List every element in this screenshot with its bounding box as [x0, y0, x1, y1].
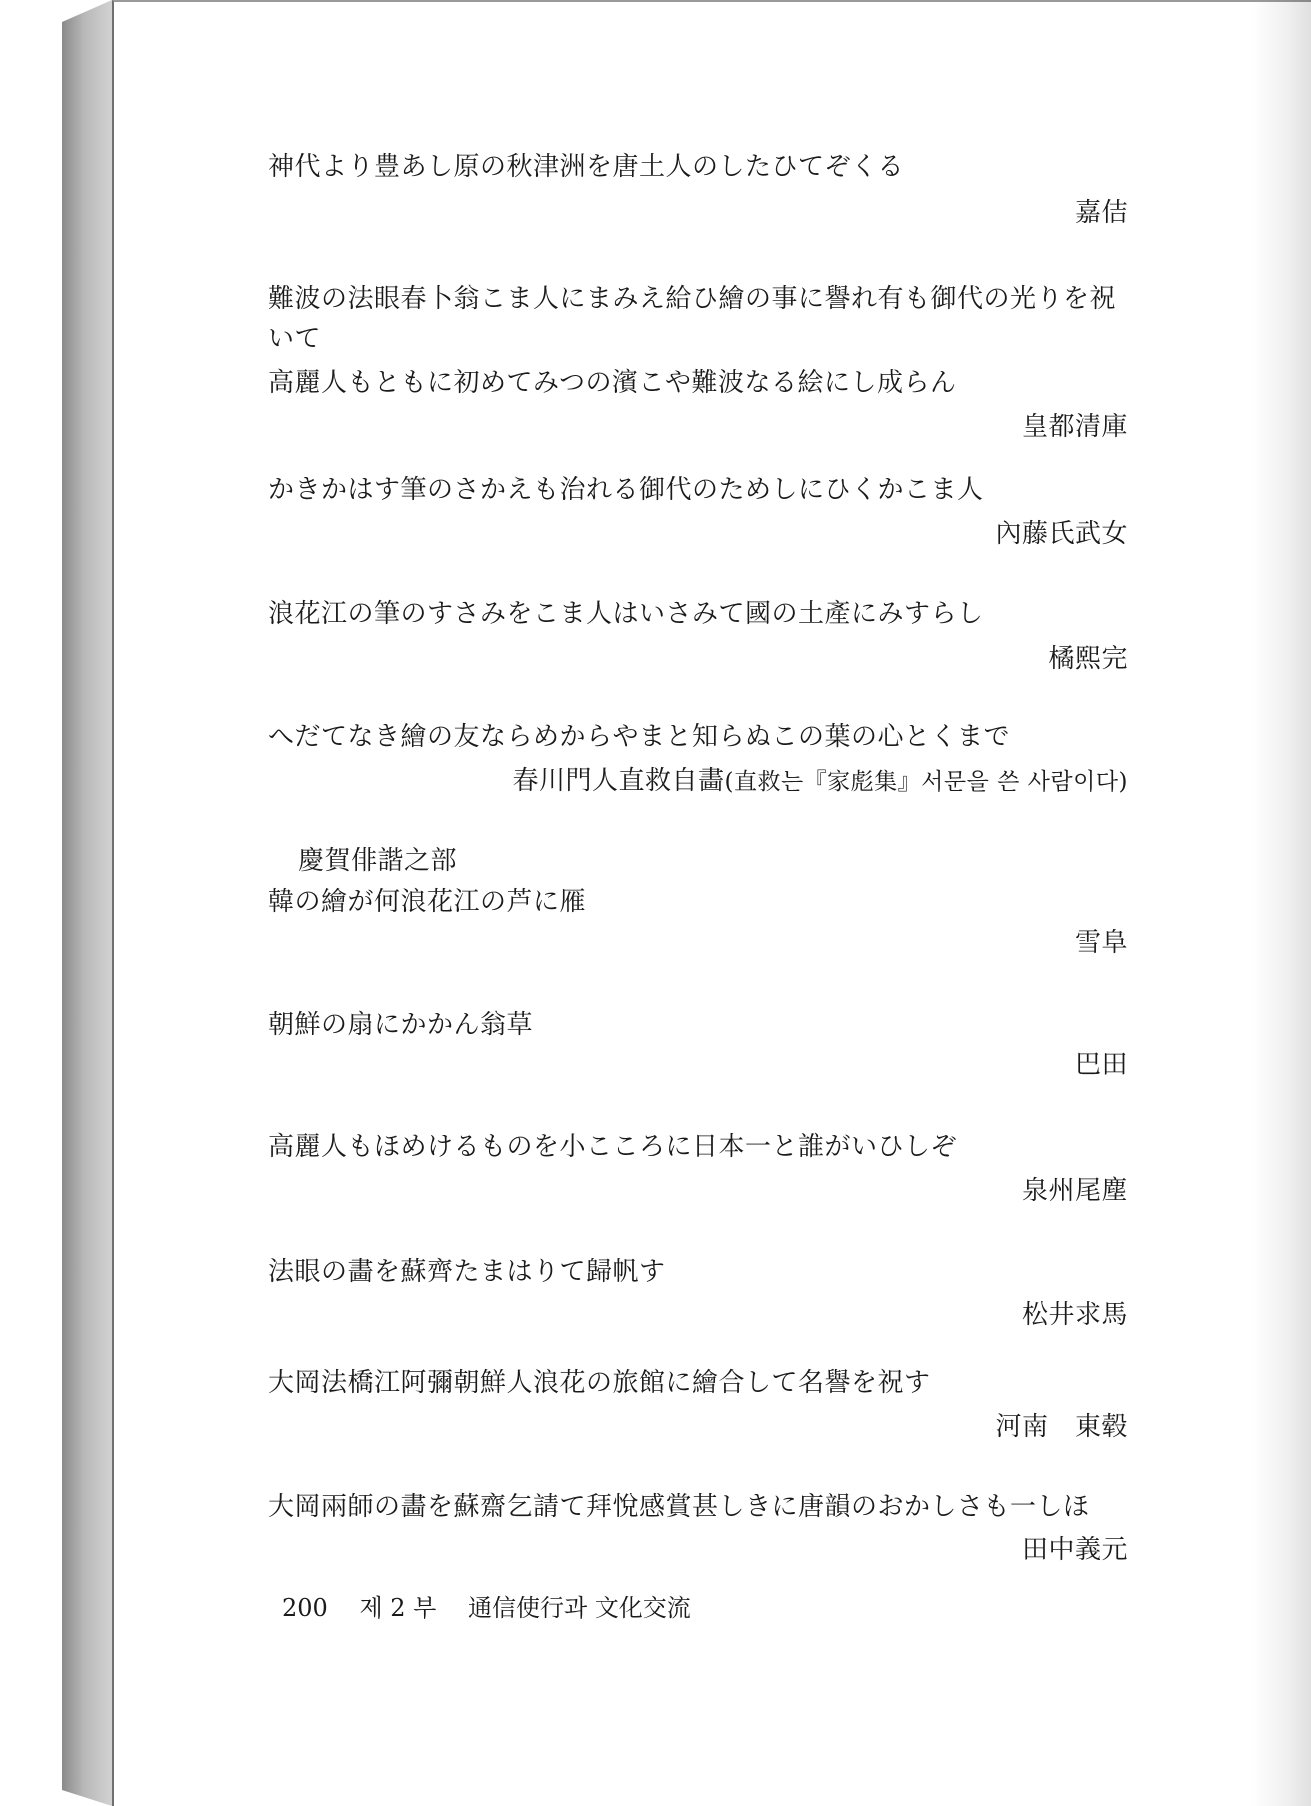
- haiku-line: 大岡法橋江阿彌朝鮮人浪花の旅館に繪合して名譽を祝す: [268, 1368, 931, 1398]
- haiku-author: 雪阜: [1074, 928, 1128, 958]
- poem-line: 高麗人もともに初めてみつの濱こや難波なる絵にし成らん: [268, 368, 957, 398]
- preface-line-continued: いて: [268, 324, 322, 354]
- haiku-author: 河南 東毂: [995, 1412, 1128, 1442]
- page-shadow: [1251, 0, 1311, 1806]
- poem-line: 高麗人もほめけるものを小こころに日本一と誰がいひしぞ: [268, 1132, 958, 1162]
- page-footer: [282, 1593, 715, 1623]
- chapter-title: 通信使行과 文化交流: [468, 1594, 691, 1622]
- haiku-author: 田中義元: [1021, 1535, 1128, 1565]
- haiku-line: 法眼の畵を蘇齊たまはりて歸帆す: [268, 1257, 666, 1287]
- poem-line: 浪花江の筆のすさみをこま人はいさみて國の土產にみすらし: [268, 599, 984, 629]
- haiku-line: 朝鮮の扇にかかん翁草: [268, 1010, 534, 1040]
- section-heading: 慶賀俳諧之部: [298, 846, 458, 876]
- poem-author: 嘉佶: [1074, 198, 1128, 228]
- poem-author: 內藤氏武女: [995, 519, 1128, 549]
- page-number: 200: [282, 1594, 328, 1622]
- poem-author: 皇都清庫: [1021, 412, 1128, 442]
- page-content: [268, 0, 1148, 1806]
- author-note: (直救는『家彪集』서문을 쓴 사람이다): [724, 769, 1128, 795]
- poem-author: 橘熙完: [1048, 644, 1128, 674]
- haiku-author: 巴田: [1074, 1050, 1128, 1080]
- poem-author: 春川門人直救自畵: [512, 766, 725, 796]
- part-label: 제 2 부: [359, 1594, 437, 1622]
- book-spine: [62, 0, 112, 1806]
- poem-line: かきかはす筆のさかえも治れる御代のためしにひくかこま人: [268, 475, 984, 505]
- poem-author-with-note: [512, 764, 1128, 799]
- haiku-author: 松井求馬: [1021, 1300, 1128, 1330]
- poem-line: 神代より豊あし原の秋津洲を唐土人のしたひてぞくる: [268, 152, 905, 182]
- haiku-line: 韓の繪が何浪花江の芦に雁: [268, 887, 587, 917]
- preface-line: 難波の法眼春卜翁こま人にまみえ給ひ繪の事に譽れ有も御代の光りを祝: [268, 284, 1117, 314]
- poem-author: 泉州尾塵: [1021, 1176, 1128, 1206]
- haiku-line: 大岡兩師の畵を蘇齋乞請て拜悅感賞甚しきに唐韻のおかしさも一しほ: [268, 1492, 1090, 1522]
- poem-line: へだてなき繪の友ならめからやまと知らぬこの葉の心とくまで: [268, 722, 1011, 752]
